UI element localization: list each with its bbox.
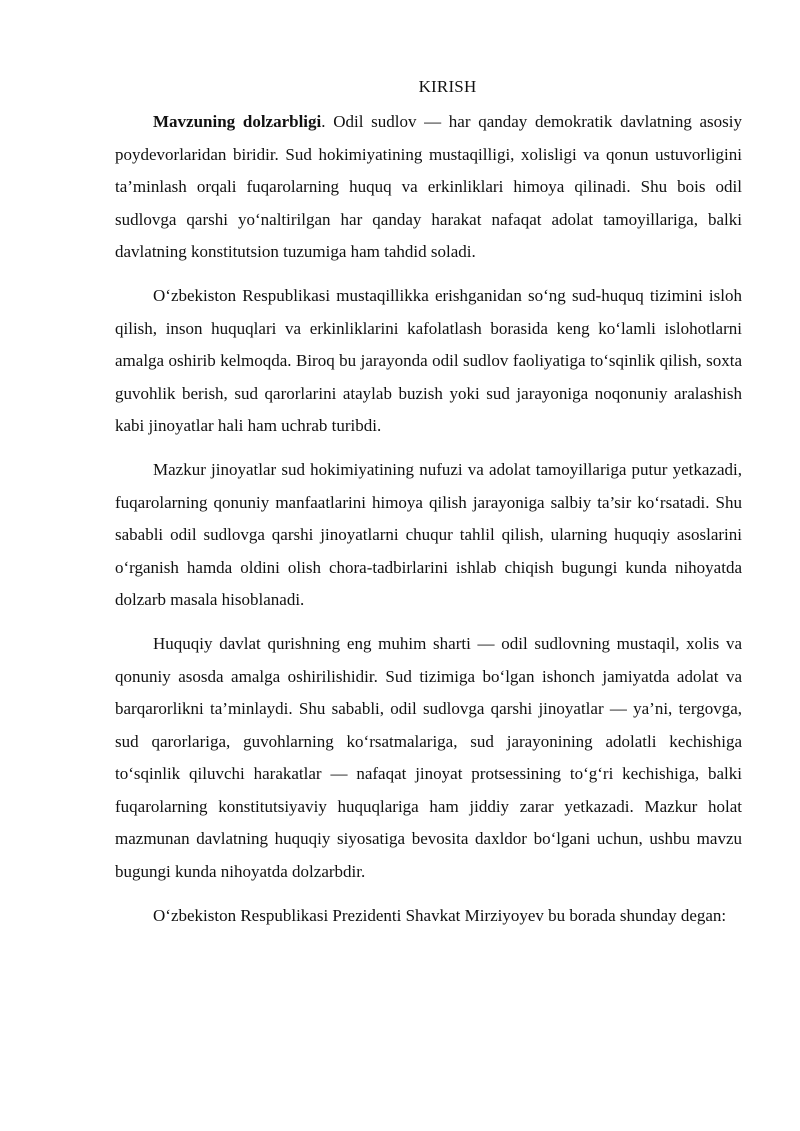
body-paragraph-3: Huquqiy davlat qurishning eng muhim sharti — odil sudlovning mustaqil, xolis va qonuniy asosda amalga oshirilishidir. Sud tizimiga bo‘lgan ishonch jamiyatda adolat va barqarorlikni ta’minlaydi. Shu sababli, odil sudlovga qarshi jinoyatlar — ya’ni, tergovga, sud qarorlariga, guvohlarning ko‘rsatmalariga, sud jarayonining adolatli kechishiga to‘sqinlik qiluvchi harakatlar — nafaqat jinoyat protsessining to‘g‘ri kechishiga, balki fuqarolarning konstitutsiyaviy huquqlariga ham jiddiy zarar yetkazadi. Mazkur holat mazmunan davlatning huquqiy siyosatiga bevosita daxldor bo‘lgani uchun, ushbu mavzu bugungi kunda nihoyatda dolzarbdir. — [115, 633, 742, 882]
body-paragraph-4: O‘zbekiston Respublikasi Prezidenti Shavkat Mirziyoyev bu borada shunday degan: — [153, 905, 727, 925]
document-page — [115, 70, 742, 943]
intro-text: Odil sudlov — har qanday demokratik davlatning asosiy poydevorlaridan biridir. Sud hokimiyatining mustaqilligi, xolisligi va qonun ustuvorligini ta’minlash orqali fuqarolarning huquq va erkinliklari himoya qilinadi. Shu bois odil sudlovga qarshi yo‘naltirilgan har qanday harakat nafaqat adolat tamoyillariga, balki davlatning konstitutsion tuzumiga ham tahdid soladi. — [115, 112, 743, 262]
section-lead-punct: . — [321, 112, 334, 131]
section-lead-title: Mavzuning dolzarbligi — [153, 112, 322, 131]
page-title: KIRISH — [418, 77, 477, 96]
body-paragraph-1: O‘zbekiston Respublikasi mustaqillikka erishganidan so‘ng sud-huquq tizimini isloh qilish, inson huquqlari va erkinliklarini kafolatlash borasida keng ko‘lamli islohotlarni amalga oshirib kelmoqda. Biroq bu jarayonda odil sudlov faoliyatiga to‘sqinlik qilish, soxta guvohlik berish, sud qarorlarini ataylab buzish yoki sud jarayoniga noqonuniy aralashish kabi jinoyatlar hali ham uchrab turibdi. — [115, 285, 742, 436]
intro-paragraph — [115, 106, 742, 269]
body-paragraph-2: Mazkur jinoyatlar sud hokimiyatining nufuzi va adolat tamoyillariga putur yetkazadi, fuqarolarning qonuniy manfaatlarini himoya qilish jarayoniga salbiy ta’sir ko‘rsatadi. Shu sababli odil sudlovga qarshi jinoyatlarni chuqur tahlil qilish, ularning huquqiy asoslarini o‘rganish hamda oldini olish chora-tadbirlarini ishlab chiqish bugungi kunda nihoyatda dolzarb masala hisoblanadi. — [115, 459, 742, 610]
